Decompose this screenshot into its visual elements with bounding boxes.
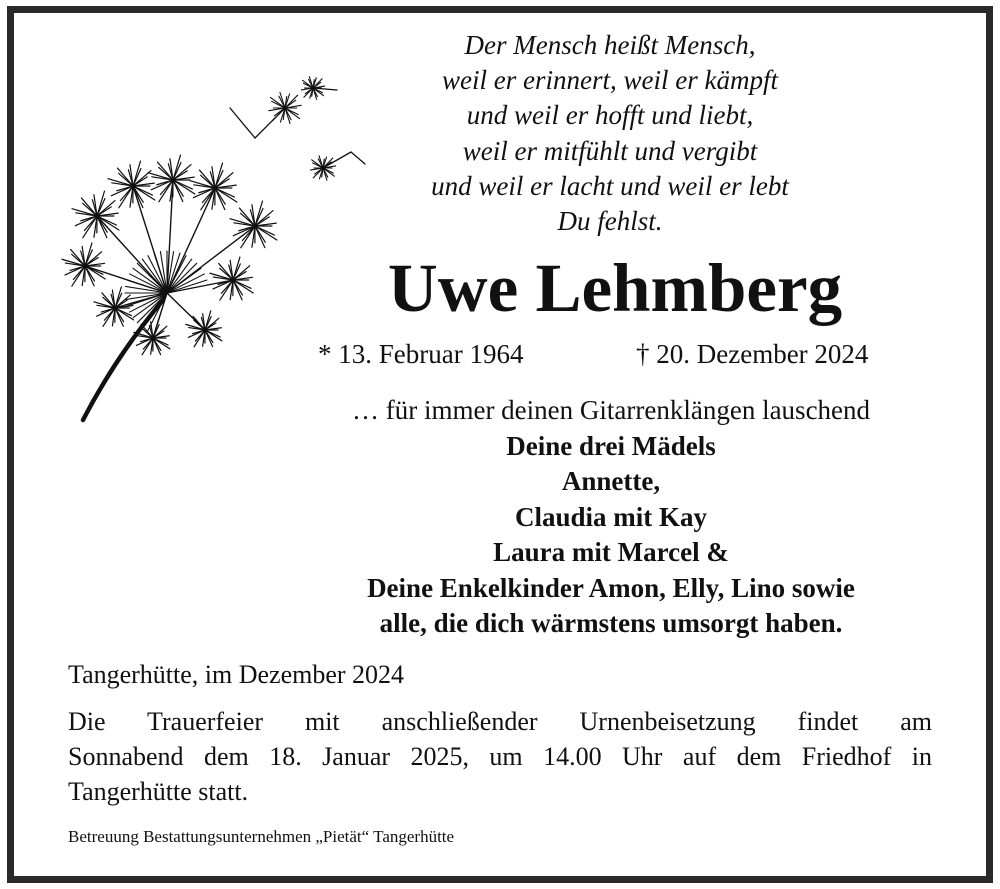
funeral-line: Sonnabend dem 18. Januar 2025, um 14.00 Uhr auf dem Friedhof in	[68, 742, 932, 771]
mourner-line: Annette,	[561, 466, 661, 496]
poem-line: und weil er hofft und liebt,	[466, 100, 754, 131]
deceased-name: Uwe Lehmberg	[387, 250, 843, 326]
poem-line: Der Mensch heißt Mensch,	[464, 30, 756, 60]
funeral-notice	[68, 704, 932, 809]
poem-line: weil er erinnert, weil er kämpft	[442, 65, 778, 96]
mourner-line: alle, die dich wärmstens umsorgt haben.	[379, 608, 843, 638]
birth-date: * 13. Februar 1964	[318, 339, 524, 369]
mourner-line: Deine Enkelkinder Amon, Elly, Lino sowie	[367, 572, 855, 603]
poem-line: und weil er lacht und weil er lebt	[431, 170, 789, 201]
poem	[395, 28, 825, 239]
death-date: † 20. Dezember 2024	[636, 339, 869, 369]
mourners-intro: … für immer deinen Gitarrenklängen lauschend	[351, 395, 871, 425]
funeral-service-note: Betreuung Bestattungsunternehmen „Pietät“ Tangerhütte	[68, 827, 455, 846]
funeral-line: Die Trauerfeier mit anschließender Urnenbeisetzung findet am	[68, 707, 932, 736]
poem-line: Du fehlst.	[557, 206, 663, 237]
funeral-line: Tangerhütte statt.	[68, 777, 249, 806]
mourner-line: Laura mit Marcel &	[493, 537, 729, 567]
mourners-block	[300, 393, 922, 642]
mourner-line: Claudia mit Kay	[514, 501, 708, 532]
place-date: Tangerhütte, im Dezember 2024	[68, 660, 405, 689]
mourner-line: Deine drei Mädels	[506, 430, 716, 461]
poem-line: weil er mitfühlt und vergibt	[462, 135, 758, 166]
